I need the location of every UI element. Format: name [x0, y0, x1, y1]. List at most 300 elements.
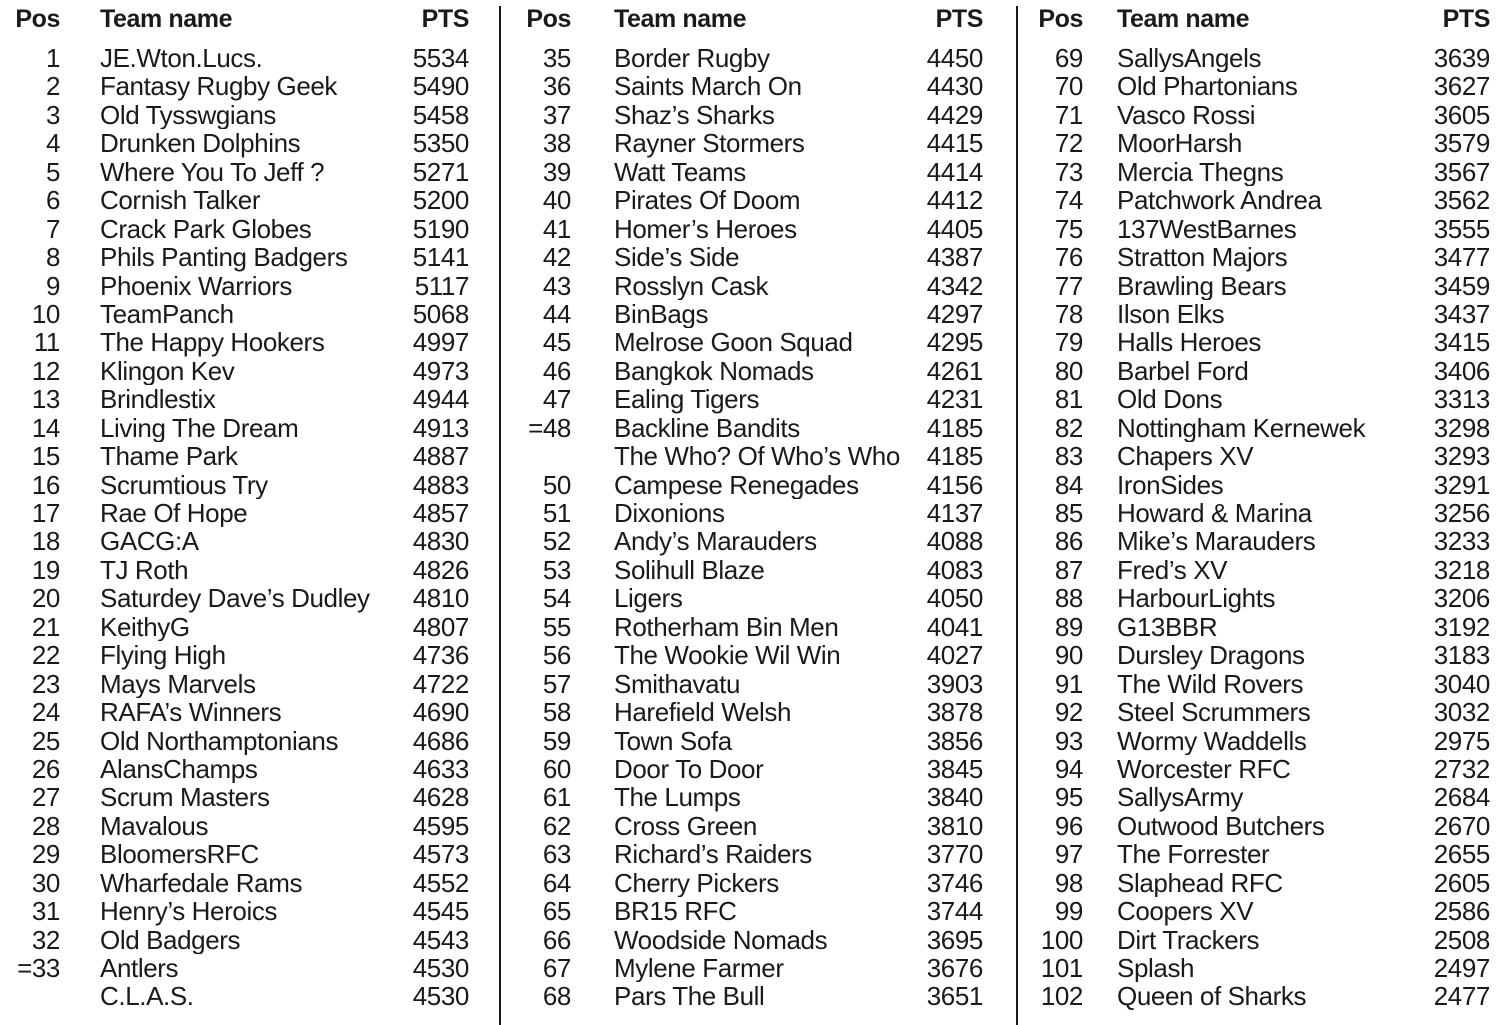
team-name: Rae Of Hope [100, 499, 248, 528]
table-row [1018, 755, 1497, 783]
position: 79 [1054, 327, 1083, 358]
team-name: Saturdey Dave’s Dudley [100, 584, 370, 613]
team-name: Flying High [100, 641, 226, 670]
table-row [501, 982, 1016, 1010]
position: 72 [1054, 128, 1083, 159]
table-row [0, 698, 499, 726]
position: 100 [1040, 924, 1083, 955]
table-row [0, 727, 499, 755]
team-name: Woodside Nomads [614, 925, 828, 955]
position: =33 [17, 953, 60, 983]
table-row [501, 869, 1016, 897]
team-name: Coopers XV [1117, 897, 1254, 926]
team-name: TJ Roth [100, 555, 189, 585]
points: 4450 [926, 43, 983, 73]
table-row [0, 954, 499, 982]
team-name: Vasco Rossi [1117, 100, 1256, 130]
position: 3 [45, 99, 60, 130]
position: 21 [31, 611, 60, 642]
position: 87 [1054, 554, 1083, 585]
points: 3406 [1433, 355, 1490, 386]
points: 4973 [412, 355, 469, 386]
position: 1 [45, 43, 60, 73]
team-name: Rotherham Bin Men [614, 612, 839, 642]
table-row [501, 215, 1016, 243]
table-row [501, 414, 1016, 442]
position: 8 [45, 242, 60, 273]
header-pts: PTS [935, 5, 983, 33]
table-row [0, 414, 499, 442]
header-pos: Pos [526, 5, 571, 33]
table-column-1 [0, 6, 499, 1025]
points: 4944 [412, 384, 469, 415]
team-name: GACG:A [100, 527, 199, 556]
position: 69 [1054, 43, 1083, 73]
team-name: Phils Panting Badgers [100, 243, 348, 272]
table-row [0, 300, 499, 328]
team-name: Outwood Butchers [1117, 811, 1325, 841]
points: 4573 [412, 839, 469, 870]
points: 5490 [412, 71, 469, 102]
position: 57 [542, 668, 571, 699]
points: 3627 [1433, 71, 1490, 102]
position: 94 [1054, 753, 1083, 784]
position: 60 [542, 753, 571, 784]
position: 24 [31, 697, 60, 728]
team-name: KeithyG [100, 612, 190, 642]
table-row [501, 897, 1016, 925]
points: 4530 [412, 981, 469, 1012]
position: 32 [31, 924, 60, 955]
table-rows [1018, 44, 1497, 1011]
position: 29 [31, 839, 60, 870]
table-row [0, 527, 499, 555]
points: 2586 [1433, 896, 1490, 927]
table-row [1018, 272, 1497, 300]
table-row [501, 158, 1016, 186]
table-row [501, 641, 1016, 669]
position: 50 [542, 469, 571, 500]
points: 2497 [1433, 953, 1490, 983]
team-name: Dirt Trackers [1117, 925, 1260, 955]
position: 15 [31, 441, 60, 472]
team-name: Rayner Stormers [614, 129, 805, 158]
table-row [1018, 641, 1497, 669]
position: 90 [1054, 640, 1083, 671]
points: 4628 [412, 782, 469, 813]
position: 86 [1054, 526, 1083, 557]
points: 4722 [412, 668, 469, 699]
position: 17 [31, 498, 60, 528]
points: 3639 [1433, 43, 1490, 73]
table-row [1018, 385, 1497, 413]
points: 3477 [1433, 242, 1490, 273]
points: 4826 [412, 554, 469, 585]
table-row [0, 926, 499, 954]
points: 3415 [1433, 327, 1490, 358]
points: 4830 [412, 526, 469, 557]
points: 3183 [1433, 640, 1490, 671]
points: 3845 [926, 753, 983, 784]
team-name: Ilson Elks [1117, 299, 1225, 329]
table-row [1018, 926, 1497, 954]
table-row [1018, 72, 1497, 100]
table-row [1018, 982, 1497, 1010]
team-name: Old Phartonians [1117, 72, 1298, 101]
table-row [1018, 158, 1497, 186]
position: 85 [1054, 498, 1083, 528]
table-row [1018, 812, 1497, 840]
position: 102 [1040, 981, 1083, 1012]
team-name: Queen of Sharks [1117, 982, 1307, 1011]
team-name: BloomersRFC [100, 840, 259, 869]
points: 2508 [1433, 924, 1490, 955]
table-row [1018, 840, 1497, 868]
table-row [1018, 471, 1497, 499]
points: 4810 [412, 583, 469, 614]
table-row [0, 158, 499, 186]
position: 68 [542, 981, 571, 1012]
points: 4430 [926, 71, 983, 102]
points: 2732 [1433, 753, 1490, 784]
table-row [0, 243, 499, 271]
team-name: BR15 RFC [614, 897, 737, 926]
points: 4185 [926, 412, 983, 443]
position: 7 [45, 213, 60, 244]
team-name: Ealing Tigers [614, 385, 760, 414]
table-row [0, 101, 499, 129]
team-name: Campese Renegades [614, 470, 859, 500]
table-row [1018, 243, 1497, 271]
team-name: Andy’s Marauders [614, 527, 817, 556]
position: 81 [1054, 384, 1083, 415]
team-name: MoorHarsh [1117, 129, 1242, 158]
team-name: Old Tysswgians [100, 100, 276, 130]
team-name: Mavalous [100, 811, 209, 841]
team-name: The Wild Rovers [1117, 669, 1304, 699]
points: 4083 [926, 554, 983, 585]
table-row [0, 328, 499, 356]
points: 3256 [1433, 498, 1490, 528]
team-name: Shaz’s Sharks [614, 100, 775, 130]
points: 4887 [412, 441, 469, 472]
team-name: Old Northamptonians [100, 726, 339, 755]
table-row [0, 129, 499, 157]
position: 18 [31, 526, 60, 557]
table-rows [0, 44, 499, 1011]
team-name: Border Rugby [614, 44, 770, 73]
table-row [1018, 556, 1497, 584]
position: 75 [1054, 213, 1083, 244]
table-row [1018, 44, 1497, 72]
position: 28 [31, 810, 60, 841]
points: 5200 [412, 185, 469, 216]
position: 80 [1054, 355, 1083, 386]
position: 39 [542, 156, 571, 187]
team-name: Homer’s Heroes [614, 214, 797, 244]
position: 2 [45, 71, 60, 102]
team-name: Crack Park Globes [100, 214, 312, 244]
table-row [0, 471, 499, 499]
table-row [0, 783, 499, 811]
position: 12 [31, 355, 60, 386]
team-name: Pars The Bull [614, 982, 765, 1011]
team-name: Mays Marvels [100, 669, 256, 699]
points: 5190 [412, 213, 469, 244]
team-name: Fred’s XV [1117, 555, 1228, 585]
points: 3459 [1433, 270, 1490, 301]
table-row [1018, 499, 1497, 527]
team-name: Brawling Bears [1117, 271, 1287, 300]
table-row [0, 670, 499, 698]
position: 22 [31, 640, 60, 671]
position: 95 [1054, 782, 1083, 813]
header-pts: PTS [421, 5, 469, 33]
team-name: Patchwork Andrea [1117, 186, 1322, 215]
points: 4156 [926, 469, 983, 500]
table-column-3 [1016, 6, 1497, 1025]
team-name: Living The Dream [100, 413, 299, 443]
table-row [1018, 442, 1497, 470]
points: 3293 [1433, 441, 1490, 472]
table-row [0, 812, 499, 840]
table-column-2 [499, 6, 1016, 1025]
points: 3676 [926, 953, 983, 983]
table-row [0, 499, 499, 527]
position: 62 [542, 810, 571, 841]
table-row [0, 186, 499, 214]
position: 6 [45, 185, 60, 216]
position: 92 [1054, 697, 1083, 728]
table-row [501, 556, 1016, 584]
position: =48 [528, 412, 571, 443]
table-row [501, 385, 1016, 413]
points: 4807 [412, 611, 469, 642]
position: 13 [31, 384, 60, 415]
team-name: Scrumtious Try [100, 470, 268, 500]
team-name: Stratton Majors [1117, 243, 1288, 272]
table-row [501, 926, 1016, 954]
position: 96 [1054, 810, 1083, 841]
team-name: SallysAngels [1117, 44, 1262, 73]
points: 3810 [926, 810, 983, 841]
table-row [501, 613, 1016, 641]
points: 2975 [1433, 725, 1490, 756]
team-name: Fantasy Rugby Geek [100, 72, 338, 101]
points: 3605 [1433, 99, 1490, 130]
points: 4530 [412, 953, 469, 983]
team-name: Wormy Waddells [1117, 726, 1307, 755]
position: 14 [31, 412, 60, 443]
points: 4387 [926, 242, 983, 273]
team-name: The Wookie Wil Win [614, 641, 841, 670]
position: 31 [31, 896, 60, 927]
team-name: Wharfedale Rams [100, 868, 303, 898]
position: 41 [542, 213, 571, 244]
position: 101 [1040, 953, 1083, 983]
points: 4545 [412, 896, 469, 927]
team-name: Dixonions [614, 499, 725, 528]
team-name: C.L.A.S. [100, 982, 194, 1011]
table-row [501, 186, 1016, 214]
table-row [1018, 300, 1497, 328]
table-row [0, 44, 499, 72]
table-rows [501, 44, 1016, 1011]
team-name: Barbel Ford [1117, 356, 1249, 386]
team-name: Old Dons [1117, 385, 1223, 414]
points: 4429 [926, 99, 983, 130]
points: 5068 [412, 298, 469, 329]
position: 71 [1054, 99, 1083, 130]
points: 4543 [412, 924, 469, 955]
team-name: TeamPanch [100, 299, 234, 329]
table-row [1018, 328, 1497, 356]
table-row [501, 954, 1016, 982]
team-name: Dursley Dragons [1117, 641, 1305, 670]
position: 37 [542, 99, 571, 130]
team-name: Nottingham Kernewek [1117, 413, 1366, 443]
table-row [0, 357, 499, 385]
points: 3291 [1433, 469, 1490, 500]
position: 10 [31, 298, 60, 329]
table-row [1018, 101, 1497, 129]
points: 3840 [926, 782, 983, 813]
position: 9 [45, 270, 60, 301]
points: 4295 [926, 327, 983, 358]
team-name: Cornish Talker [100, 186, 261, 215]
table-row [501, 44, 1016, 72]
table-header [0, 6, 499, 36]
team-name: Where You To Jeff ? [100, 157, 325, 187]
position: 93 [1054, 725, 1083, 756]
position: 77 [1054, 270, 1083, 301]
position: 61 [542, 782, 571, 813]
position: 83 [1054, 441, 1083, 472]
team-name: Splash [1117, 954, 1195, 983]
points: 4595 [412, 810, 469, 841]
team-name: Old Badgers [100, 925, 241, 955]
table-row [501, 471, 1016, 499]
points: 4405 [926, 213, 983, 244]
points: 5141 [412, 242, 469, 273]
position: 4 [45, 128, 60, 159]
table-row [1018, 727, 1497, 755]
position: 98 [1054, 867, 1083, 898]
team-name: G13BBR [1117, 612, 1218, 642]
table-row [501, 243, 1016, 271]
table-row [501, 727, 1016, 755]
team-name: Rosslyn Cask [614, 271, 769, 300]
points: 2605 [1433, 867, 1490, 898]
points: 2684 [1433, 782, 1490, 813]
team-name: Scrum Masters [100, 783, 270, 812]
points: 3040 [1433, 668, 1490, 699]
header-team-name: Team name [1117, 6, 1250, 33]
position: 99 [1054, 896, 1083, 927]
position: 74 [1054, 185, 1083, 216]
header-team-name: Team name [100, 6, 233, 33]
position: 42 [542, 242, 571, 273]
team-name: Henry’s Heroics [100, 897, 278, 926]
table-row [501, 72, 1016, 100]
team-name: HarbourLights [1117, 584, 1276, 613]
table-row [501, 272, 1016, 300]
position: 54 [542, 583, 571, 614]
points: 4913 [412, 412, 469, 443]
points: 4997 [412, 327, 469, 358]
table-row [1018, 613, 1497, 641]
team-name: Cherry Pickers [614, 868, 779, 898]
position: 19 [31, 554, 60, 585]
header-pts: PTS [1442, 5, 1490, 33]
team-name: Melrose Goon Squad [614, 328, 853, 357]
position: 23 [31, 668, 60, 699]
table-row [1018, 186, 1497, 214]
position: 38 [542, 128, 571, 159]
points: 3313 [1433, 384, 1490, 415]
position: 88 [1054, 583, 1083, 614]
table-row [0, 641, 499, 669]
points: 4686 [412, 725, 469, 756]
team-name: Halls Heroes [1117, 328, 1262, 357]
team-name: 137WestBarnes [1117, 214, 1297, 244]
table-row [0, 755, 499, 783]
position: 43 [542, 270, 571, 301]
position: 59 [542, 725, 571, 756]
points: 4185 [926, 441, 983, 472]
points: 3567 [1433, 156, 1490, 187]
points: 4414 [926, 156, 983, 187]
team-name: Mercia Thegns [1117, 157, 1284, 187]
points: 5117 [414, 270, 469, 301]
points: 5271 [412, 156, 469, 187]
position: 84 [1054, 469, 1083, 500]
team-name: Bangkok Nomads [614, 356, 814, 386]
team-name: Saints March On [614, 72, 802, 101]
points: 4297 [926, 298, 983, 329]
position: 5 [45, 156, 60, 187]
team-name: Door To Door [614, 754, 764, 784]
points: 4041 [926, 611, 983, 642]
position: 89 [1054, 611, 1083, 642]
team-name: Cross Green [614, 811, 757, 841]
table-row [1018, 129, 1497, 157]
points: 5534 [412, 43, 469, 73]
points: 3218 [1433, 554, 1490, 585]
team-name: IronSides [1117, 470, 1224, 500]
position: 30 [31, 867, 60, 898]
points: 3555 [1433, 213, 1490, 244]
points: 3903 [926, 668, 983, 699]
table-row [0, 72, 499, 100]
points: 3298 [1433, 412, 1490, 443]
team-name: Ligers [614, 584, 683, 613]
table-row [501, 527, 1016, 555]
position: 70 [1054, 71, 1083, 102]
points: 2670 [1433, 810, 1490, 841]
points: 4261 [926, 355, 983, 386]
position: 56 [542, 640, 571, 671]
table-header [1018, 6, 1497, 36]
table-row [501, 812, 1016, 840]
position: 20 [31, 583, 60, 614]
table-row [0, 869, 499, 897]
table-row [501, 442, 1016, 470]
points: 4633 [412, 753, 469, 784]
points: 3878 [926, 697, 983, 728]
position: 44 [542, 298, 571, 329]
position: 63 [542, 839, 571, 870]
